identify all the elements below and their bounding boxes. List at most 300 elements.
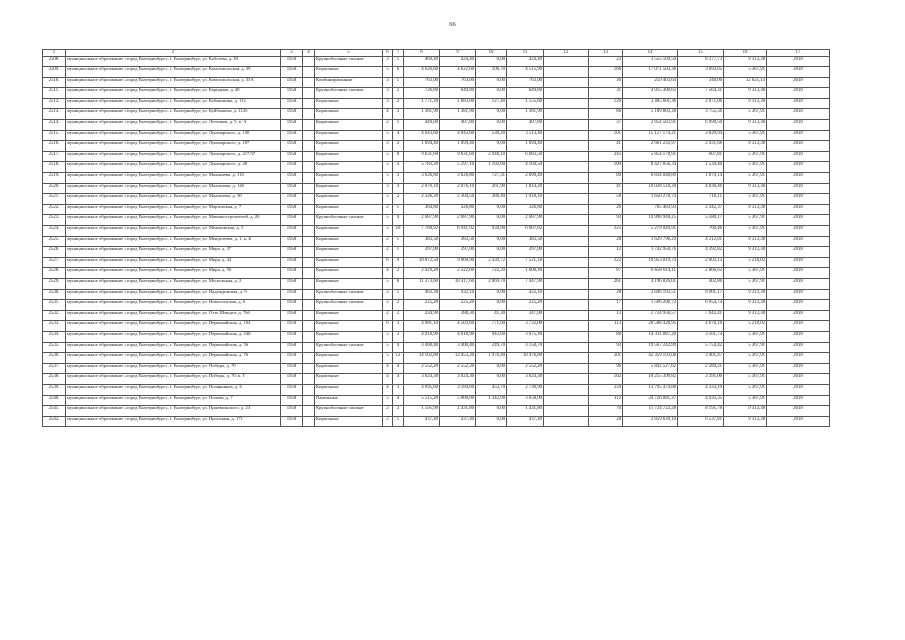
cell-premises-area: 6 941,92 xyxy=(440,226,476,237)
cell-premises-area: 5 297,10 xyxy=(440,162,476,173)
cell-floors: 4 xyxy=(383,363,393,374)
table-row xyxy=(43,194,830,205)
cell-residents: 23 xyxy=(589,56,623,67)
cell-total-cost: 1 629 796,29 xyxy=(623,236,678,247)
cell-col-4 xyxy=(303,67,315,78)
cell-address: муниципальное образование «город Екатеринбург», г. Екатеринбург, ул. Пржевальского, д. 23 xyxy=(66,406,281,417)
cell-premises-area: 424,40 xyxy=(440,56,476,67)
cell-cost-per-sqm: 5 580,17 xyxy=(678,215,724,226)
cell-planned-year: 2018 xyxy=(767,67,830,78)
cell-total-cost: 3 555 569,50 xyxy=(623,56,678,67)
cell-premises-area: 388,30 xyxy=(440,310,476,321)
cell-residential-area: 1 381,90 xyxy=(507,109,544,120)
table-row xyxy=(43,67,830,78)
cell-non-residential-area: 0,00 xyxy=(476,416,507,427)
cell-non-residential-area: 453,70 xyxy=(476,384,507,395)
cell-col-4 xyxy=(303,247,315,258)
cell-max-cost-per-sqm: 5 367,91 xyxy=(724,278,767,289)
cell-planned-year: 2018 xyxy=(767,173,830,184)
cell-address: муниципальное образование «город Екатеринбург», г. Екатеринбург, ул. Луначарского, д. 48 xyxy=(66,162,281,173)
cell-row-index: 2536. xyxy=(43,353,66,364)
cell-wall-material: Крупноблочные силикат xyxy=(315,56,383,67)
cell-total-cost: 5 854 178,91 xyxy=(623,151,678,162)
cell-residents: 28 xyxy=(589,236,623,247)
cell-address: муниципальное образование «город Екатеринбург», г. Екатеринбург, ул. Коридина, д. 48 xyxy=(66,88,281,99)
cell-planned-year: 2018 xyxy=(767,130,830,141)
cell-cost-per-sqm: 2 866,62 xyxy=(678,268,724,279)
cell-col-12 xyxy=(544,363,589,374)
cell-wall-material: Кирпичные xyxy=(315,183,383,194)
cell-non-residential-area: 0,00 xyxy=(476,374,507,385)
cell-non-residential-area: 722,20 xyxy=(476,268,507,279)
cell-row-index: 2534. xyxy=(43,331,66,342)
table-row xyxy=(43,204,830,215)
cell-non-residential-area: 0,00 xyxy=(476,363,507,374)
cell-row-index: 2509. xyxy=(43,67,66,78)
cell-wall-material: Кирпичные xyxy=(315,67,383,78)
cell-total-area: 3 024,30 xyxy=(404,374,440,385)
cell-wall-material: Кирпичные xyxy=(315,363,383,374)
cell-planned-year: 2018 xyxy=(767,88,830,99)
cell-entrances: 1 xyxy=(393,236,404,247)
cell-col-4 xyxy=(303,300,315,311)
cell-address: муниципальное образование «город Екатеринбург», г. Екатеринбург, ул. Малышева, д. 30 xyxy=(66,194,281,205)
cell-residents: 109 xyxy=(589,162,623,173)
cell-premises-area: 3 400,40 xyxy=(440,342,476,353)
cell-cost-per-sqm: 2 289,21 xyxy=(678,363,724,374)
cell-wall-material: Кирпичные xyxy=(315,162,383,173)
cell-entrances: 1 xyxy=(393,56,404,67)
cell-total-cost: 2 661 233,97 xyxy=(623,141,678,152)
cell-cost-per-sqm: 3 693,05 xyxy=(678,67,724,78)
cell-year-built: 1958 xyxy=(281,363,303,374)
cell-year-built: 1958 xyxy=(281,331,303,342)
cell-col-12 xyxy=(544,353,589,364)
cell-wall-material: Кирпичные xyxy=(315,310,383,321)
cell-col-12 xyxy=(544,226,589,237)
cell-cost-per-sqm: 7 043,41 xyxy=(678,310,724,321)
cell-wall-material: Кирпичные xyxy=(315,194,383,205)
cell-col-4 xyxy=(303,384,315,395)
cell-residents: 41 xyxy=(589,183,623,194)
cell-residents: 89 xyxy=(589,173,623,184)
cell-residential-area: 2 730,90 xyxy=(507,384,544,395)
cell-entrances: 8 xyxy=(393,151,404,162)
cell-row-index: 2513. xyxy=(43,109,66,120)
cell-non-residential-area: 261,90 xyxy=(476,183,507,194)
cell-total-cost: 3 485 601,36 xyxy=(623,98,678,109)
cell-total-area: 5 515,20 xyxy=(404,395,440,406)
cell-residential-area: 326,80 xyxy=(507,204,544,215)
cell-row-index: 2508. xyxy=(43,56,66,67)
cell-max-cost-per-sqm: 5 367,91 xyxy=(724,151,767,162)
cell-entrances: 4 xyxy=(393,162,404,173)
cell-total-cost: 8 427 856,34 xyxy=(623,162,678,173)
cell-total-area: 364,80 xyxy=(404,204,440,215)
cell-col-12 xyxy=(544,384,589,395)
cell-residents: 17 xyxy=(589,300,623,311)
cell-floors: 5 xyxy=(383,226,393,237)
table-row xyxy=(43,331,830,342)
cell-address: муниципальное образование «город Екатеринбург», г. Екатеринбург, ул. Летчиков, д. 5, к. А xyxy=(66,120,281,131)
cell-col-12 xyxy=(544,67,589,78)
table-row xyxy=(43,247,830,258)
cell-max-cost-per-sqm: 9 313,38 xyxy=(724,406,767,417)
cell-col-4 xyxy=(303,226,315,237)
cell-address: муниципальное образование «город Екатеринбург», г. Екатеринбург, ул. Полярников, д. 6 xyxy=(66,384,281,395)
cell-cost-per-sqm: 4 670,16 xyxy=(678,321,724,332)
cell-address: муниципальное образование «город Екатеринбург», г. Екатеринбург, ул. Луначарского, д. 217/37 xyxy=(66,151,281,162)
cell-residential-area: 4 515,90 xyxy=(507,67,544,78)
cell-total-cost: 4 915 300,63 xyxy=(623,88,678,99)
cell-row-index: 2525. xyxy=(43,236,66,247)
cell-premises-area: 383,50 xyxy=(440,236,476,247)
cell-floors: 4 xyxy=(383,268,393,279)
cell-entrances: 2 xyxy=(393,98,404,109)
cell-max-cost-per-sqm: 5 367,91 xyxy=(724,268,767,279)
cell-cost-per-sqm: 2 071,06 xyxy=(678,98,724,109)
cell-total-cost: 6 658 014,11 xyxy=(623,268,678,279)
cell-floors: 3 xyxy=(383,98,393,109)
cell-total-area: 9 631,60 xyxy=(404,151,440,162)
cell-col-4 xyxy=(303,331,315,342)
cell-premises-area: 4 622,60 xyxy=(440,67,476,78)
column-number-6: 6 xyxy=(383,50,393,57)
cell-residential-area: 6 683,50 xyxy=(507,151,544,162)
cell-floors: 5 xyxy=(383,331,393,342)
cell-wall-material: Крупноблочные силикат xyxy=(315,215,383,226)
cell-max-cost-per-sqm: 5 367,91 xyxy=(724,67,767,78)
cell-floors: 3 xyxy=(383,77,393,88)
cell-floors: 2 xyxy=(383,247,393,258)
cell-row-index: 2518. xyxy=(43,162,66,173)
cell-floors: 4 xyxy=(383,109,393,120)
cell-col-4 xyxy=(303,77,315,88)
cell-col-4 xyxy=(303,406,315,417)
cell-residents: 113 xyxy=(589,321,623,332)
cell-year-built: 1958 xyxy=(281,109,303,120)
cell-residential-area: 3 732,00 xyxy=(507,321,544,332)
cell-max-cost-per-sqm: 5 367,91 xyxy=(724,173,767,184)
cell-wall-material: Кирпичные xyxy=(315,321,383,332)
cell-max-cost-per-sqm: 5 367,91 xyxy=(724,384,767,395)
cell-col-4 xyxy=(303,236,315,247)
cell-address: муниципальное образование «город Екатеринбург», г. Екатеринбург, ул. Попова, д. 7 xyxy=(66,395,281,406)
cell-premises-area: 763,00 xyxy=(440,77,476,88)
cell-total-cost: 2 734 956,57 xyxy=(623,310,678,321)
cell-address: муниципальное образование «город Екатеринбург», г. Екатеринбург, ул. Московская, д. 2 xyxy=(66,278,281,289)
cell-residential-area: 3 658,00 xyxy=(507,395,544,406)
cell-premises-area: 3 626,80 xyxy=(440,173,476,184)
cell-row-index: 2511. xyxy=(43,88,66,99)
cell-premises-area: 225,20 xyxy=(440,300,476,311)
cell-total-cost: 1 566 206,73 xyxy=(623,300,678,311)
cell-planned-year: 2018 xyxy=(767,416,830,427)
cell-floors: 3 xyxy=(383,141,393,152)
cell-floors: 2 xyxy=(383,416,393,427)
cell-cost-per-sqm: 760,46 xyxy=(678,226,724,237)
cell-wall-material: Кирпичные xyxy=(315,98,383,109)
cell-max-cost-per-sqm: 5 367,91 xyxy=(724,130,767,141)
cell-max-cost-per-sqm: 5 367,91 xyxy=(724,353,767,364)
cell-entrances: 4 xyxy=(393,363,404,374)
cell-residents: 222 xyxy=(589,257,623,268)
cell-residential-area: 437,40 xyxy=(507,416,544,427)
cell-residents: 102 xyxy=(589,374,623,385)
cell-max-cost-per-sqm: 9 313,38 xyxy=(724,88,767,99)
cell-col-12 xyxy=(544,289,589,300)
cell-address: муниципальное образование «город Екатеринбург», г. Екатеринбург, ул. Малышева, д. 146 xyxy=(66,183,281,194)
cell-col-4 xyxy=(303,395,315,406)
cell-total-area: 4 018,90 xyxy=(404,331,440,342)
cell-planned-year: 2018 xyxy=(767,98,830,109)
cell-cost-per-sqm: 402,86 xyxy=(678,278,724,289)
table-row xyxy=(43,363,830,374)
cell-col-4 xyxy=(303,416,315,427)
cell-year-built: 1958 xyxy=(281,247,303,258)
cell-col-4 xyxy=(303,278,315,289)
cell-total-cost: 259 463,64 xyxy=(623,77,678,88)
cell-total-area: 7 768,92 xyxy=(404,226,440,237)
cell-non-residential-area: 2 439,72 xyxy=(476,257,507,268)
cell-premises-area: 12 453,20 xyxy=(440,353,476,364)
cell-max-cost-per-sqm: 5 367,91 xyxy=(724,363,767,374)
cell-total-area: 483,30 xyxy=(404,289,440,300)
column-number-15: 15 xyxy=(678,50,724,57)
cell-year-built: 1958 xyxy=(281,204,303,215)
cell-premises-area: 9 631,60 xyxy=(440,151,476,162)
cell-max-cost-per-sqm: 5 367,91 xyxy=(724,215,767,226)
cell-max-cost-per-sqm: 9 313,38 xyxy=(724,56,767,67)
cell-entrances: 3 xyxy=(393,173,404,184)
cell-total-cost: 765 483,93 xyxy=(623,204,678,215)
cell-wall-material: Крупноблочные силикат xyxy=(315,342,383,353)
cell-planned-year: 2018 xyxy=(767,289,830,300)
cell-non-residential-area: 0,00 xyxy=(476,141,507,152)
cell-entrances: 12 xyxy=(393,353,404,364)
cell-premises-area: 2 076,10 xyxy=(440,183,476,194)
table-row xyxy=(43,353,830,364)
cell-year-built: 1958 xyxy=(281,289,303,300)
cell-col-12 xyxy=(544,56,589,67)
cell-entrances: 4 xyxy=(393,130,404,141)
cell-total-area: 437,40 xyxy=(404,416,440,427)
cell-col-4 xyxy=(303,151,315,162)
cell-entrances: 1 xyxy=(393,120,404,131)
table-row xyxy=(43,384,830,395)
cell-row-index: 2529. xyxy=(43,278,66,289)
cell-floors: 5 xyxy=(383,194,393,205)
cell-year-built: 1958 xyxy=(281,77,303,88)
cell-entrances: 3 xyxy=(393,321,404,332)
cell-wall-material: Кирпичные xyxy=(315,151,383,162)
cell-floors: 2 xyxy=(383,310,393,321)
cell-total-cost: 10 255 399,82 xyxy=(623,374,678,385)
cell-address: муниципальное образование «город Екатеринбург», г. Екатеринбург, ул. Первомайская, д. 76 xyxy=(66,353,281,364)
cell-col-12 xyxy=(544,151,589,162)
cell-max-cost-per-sqm: 9 313,38 xyxy=(724,236,767,247)
cell-residents: 36 xyxy=(589,77,623,88)
cell-address: муниципальное образование «город Екатеринбург», г. Екатеринбург, ул. Мира, д. 42 xyxy=(66,257,281,268)
cell-residents: 245 xyxy=(589,151,623,162)
cell-row-index: 2524. xyxy=(43,226,66,237)
cell-residents: 126 xyxy=(589,98,623,109)
cell-year-built: 1958 xyxy=(281,98,303,109)
cell-residential-area: 1 555,60 xyxy=(507,98,544,109)
cell-col-4 xyxy=(303,183,315,194)
cell-address: муниципальное образование «город Екатеринбург», г. Екатеринбург, ул. Мартовская, д. 7 xyxy=(66,204,281,215)
cell-col-12 xyxy=(544,247,589,258)
cell-planned-year: 2018 xyxy=(767,321,830,332)
cell-floors: 5 xyxy=(383,215,393,226)
table-row xyxy=(43,278,830,289)
cell-total-area: 763,00 xyxy=(404,77,440,88)
cell-max-cost-per-sqm: 9 313,38 xyxy=(724,204,767,215)
cell-cost-per-sqm: 4 830,46 xyxy=(678,183,724,194)
cell-address: муниципальное образование «город Екатеринбург», г. Екатеринбург, ул. Машиностроителей, д. 20 xyxy=(66,215,281,226)
cell-col-4 xyxy=(303,374,315,385)
cell-cost-per-sqm: 4 933,35 xyxy=(678,395,724,406)
cell-total-cost: 2 854 583,91 xyxy=(623,120,678,131)
cell-col-4 xyxy=(303,342,315,353)
cell-col-12 xyxy=(544,88,589,99)
cell-wall-material: Комбинированные xyxy=(315,77,383,88)
cell-entrances: 3 xyxy=(393,384,404,395)
cell-residents: 28 xyxy=(589,289,623,300)
cell-cost-per-sqm: 5 754,42 xyxy=(678,342,724,353)
cell-col-12 xyxy=(544,109,589,120)
cell-col-4 xyxy=(303,56,315,67)
cell-residential-area: 7 521,18 xyxy=(507,257,544,268)
cell-non-residential-area: 1 342,00 xyxy=(476,395,507,406)
cell-year-built: 1958 xyxy=(281,173,303,184)
cell-row-index: 2514. xyxy=(43,120,66,131)
cell-wall-material: Панельные xyxy=(315,395,383,406)
cell-residential-area: 763,00 xyxy=(507,77,544,88)
cell-wall-material: Крупноблочные силикат xyxy=(315,88,383,99)
cell-col-12 xyxy=(544,257,589,268)
cell-col-12 xyxy=(544,278,589,289)
cell-floors: 5 xyxy=(383,130,393,141)
table-row xyxy=(43,120,830,131)
cell-year-built: 1958 xyxy=(281,215,303,226)
cell-year-built: 1958 xyxy=(281,130,303,141)
cell-total-cost: 3 846 193,51 xyxy=(623,289,678,300)
cell-residents: 41 xyxy=(589,141,623,152)
cell-total-cost: 42 359 193,06 xyxy=(623,353,678,364)
cell-col-4 xyxy=(303,353,315,364)
cell-wall-material: Крупноблочные силикат xyxy=(315,300,383,311)
cell-floors: 2 xyxy=(383,204,393,215)
cell-cost-per-sqm: 3 829,94 xyxy=(678,130,724,141)
cell-planned-year: 2018 xyxy=(767,278,830,289)
cell-wall-material: Кирпичные xyxy=(315,173,383,184)
cell-entrances: 9 xyxy=(393,257,404,268)
cell-planned-year: 2018 xyxy=(767,331,830,342)
cell-row-index: 2538. xyxy=(43,374,66,385)
cell-max-cost-per-sqm: 5 218,02 xyxy=(724,257,767,268)
cell-col-4 xyxy=(303,98,315,109)
cell-residents: 250 xyxy=(589,384,623,395)
cell-year-built: 1958 xyxy=(281,120,303,131)
table-row xyxy=(43,406,830,417)
cell-max-cost-per-sqm: 5 367,91 xyxy=(724,395,767,406)
cell-premises-area: 2 304,50 xyxy=(440,194,476,205)
cell-wall-material: Кирпичные xyxy=(315,247,383,258)
cell-planned-year: 2018 xyxy=(767,300,830,311)
cell-premises-area: 2 552,20 xyxy=(440,363,476,374)
cell-wall-material: Кирпичные xyxy=(315,257,383,268)
cell-total-cost: 19 567 242,89 xyxy=(623,342,678,353)
cell-residential-area: 1 600,40 xyxy=(507,268,544,279)
table-row xyxy=(43,395,830,406)
cell-year-built: 1958 xyxy=(281,353,303,364)
column-number-4: 4 xyxy=(303,50,315,57)
cell-cost-per-sqm: 3 755,56 xyxy=(678,109,724,120)
page-number: 66 xyxy=(449,21,456,28)
cell-col-4 xyxy=(303,173,315,184)
cell-cost-per-sqm: 4 333,19 xyxy=(678,384,724,395)
cell-wall-material: Кирпичные xyxy=(315,331,383,342)
cell-max-cost-per-sqm: 9 313,38 xyxy=(724,141,767,152)
cell-col-4 xyxy=(303,194,315,205)
cell-premises-area: 2 322,60 xyxy=(440,268,476,279)
cell-non-residential-area: 0,00 xyxy=(476,120,507,131)
cell-address: муниципальное образование «город Екатеринбург», г. Екатеринбург, ул. Победы, д. 70 xyxy=(66,363,281,374)
cell-floors: 3 xyxy=(383,88,393,99)
cell-max-cost-per-sqm: 9 313,38 xyxy=(724,310,767,321)
cell-entrances: 4 xyxy=(393,395,404,406)
cell-max-cost-per-sqm: 9 313,38 xyxy=(724,289,767,300)
column-number-5: 5 xyxy=(315,50,383,57)
cell-residential-area: 407,80 xyxy=(507,120,544,131)
cell-row-index: 2520. xyxy=(43,183,66,194)
cell-non-residential-area: 0,00 xyxy=(476,300,507,311)
cell-year-built: 1958 xyxy=(281,406,303,417)
cell-max-cost-per-sqm: 5 367,91 xyxy=(724,194,767,205)
cell-residential-area: 2 899,49 xyxy=(507,173,544,184)
cell-entrances: 1 xyxy=(393,289,404,300)
table-row xyxy=(43,173,830,184)
housing-registry-table xyxy=(42,49,830,427)
cell-total-area: 2 076,10 xyxy=(404,183,440,194)
cell-year-built: 1958 xyxy=(281,395,303,406)
cell-floors: 5 xyxy=(383,67,393,78)
cell-total-cost: 14 311 087,20 xyxy=(623,331,678,342)
cell-wall-material: Кирпичные xyxy=(315,120,383,131)
cell-year-built: 1958 xyxy=(281,416,303,427)
cell-col-12 xyxy=(544,173,589,184)
cell-total-area: 225,20 xyxy=(404,300,440,311)
cell-non-residential-area: 0,00 xyxy=(476,56,507,67)
cell-premises-area: 1 683,00 xyxy=(440,98,476,109)
cell-address: муниципальное образование «город Екатеринбург», г. Екатеринбург, ул. Малышева, д. 116 xyxy=(66,173,281,184)
cell-address: муниципальное образование «город Екатеринбург», г. Екатеринбург, ул. Мельковская, д. 5 xyxy=(66,226,281,237)
table-row xyxy=(43,183,830,194)
cell-non-residential-area: 1 192,60 xyxy=(476,162,507,173)
cell-floors: 2 xyxy=(383,300,393,311)
cell-premises-area: 432,10 xyxy=(440,289,476,300)
cell-floors: 6 xyxy=(383,257,393,268)
cell-non-residential-area: 934,90 xyxy=(476,226,507,237)
cell-year-built: 1958 xyxy=(281,162,303,173)
cell-year-built: 1958 xyxy=(281,342,303,353)
cell-address: муниципальное образование «город Екатеринбург», г. Екатеринбург, ул. Прогазная, д. 171 xyxy=(66,416,281,427)
cell-residential-area: 10 476,80 xyxy=(507,353,544,364)
cell-planned-year: 2018 xyxy=(767,120,830,131)
cell-col-4 xyxy=(303,268,315,279)
cell-row-index: 2516. xyxy=(43,141,66,152)
